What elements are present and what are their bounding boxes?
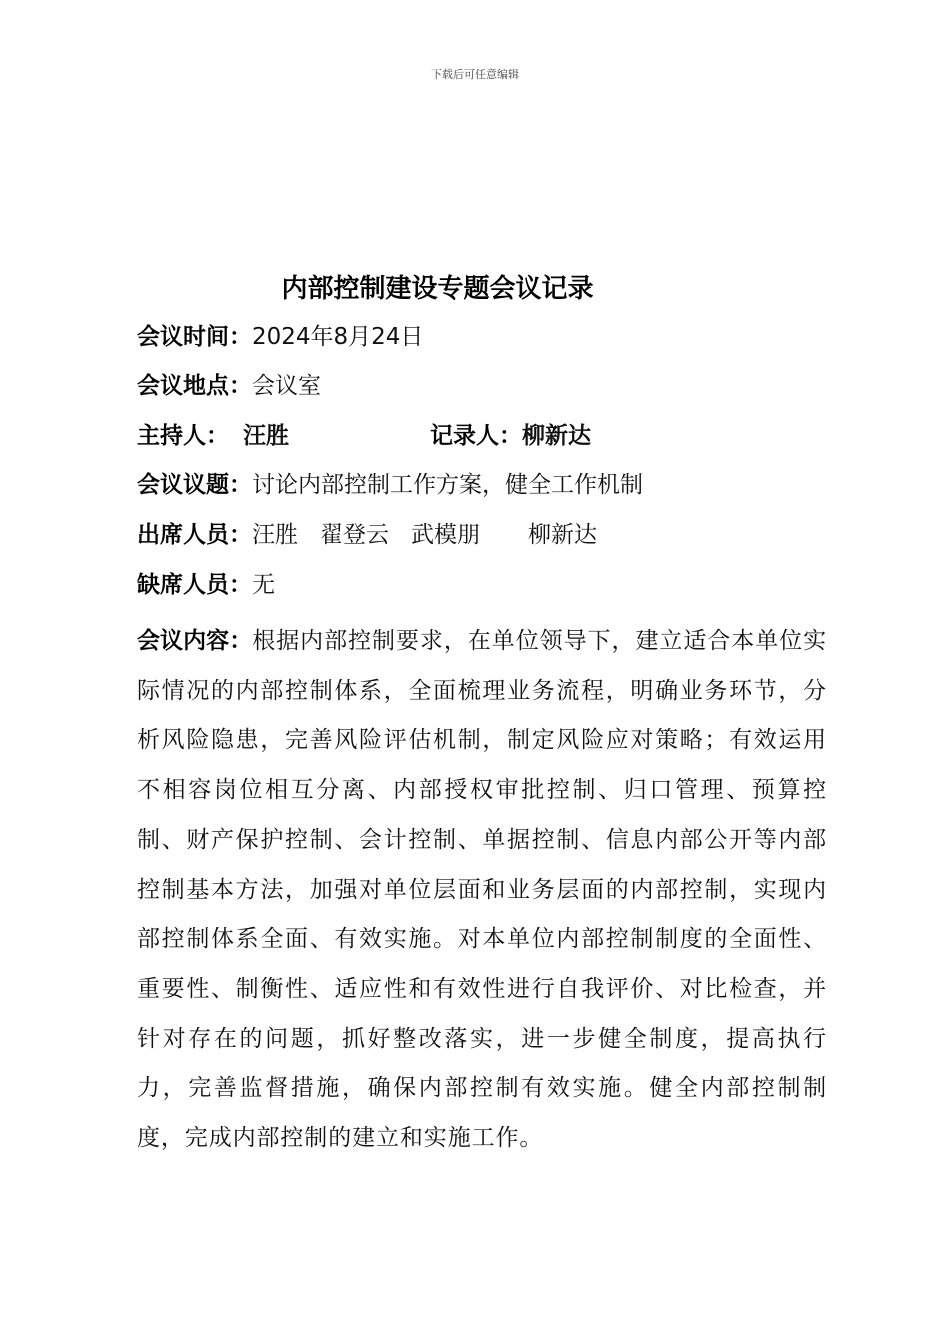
attendee-name: 汪胜 [252,522,298,548]
recorder-value: 柳新达 [522,423,591,449]
attendees-label: 出席人员： [137,522,252,548]
meeting-place-label: 会议地点： [137,373,252,399]
absentees-row [137,570,275,600]
content-text: 根据内部控制要求，在单位领导下，建立适合本单位实际情况的内部控制体系，全面梳理业务流程，明确业务环节，分析风险隐患，完善风险评估机制，制定风险应对策略；有效运用不相容岗位相互分离、内部授权审批控制、归口管理、预算控制、财产保护控制、会计控制、单据控制、信息内部公开等内部控制基本方法，加强对单位层面和业务层面的内部控制，实现内部控制体系全面、有效实施。对本单位内部控制制度的全面性、重要性、制衡性、适应性和有效性进行自我评价、对比检查，并针对存在的问题，抓好整改落实，进一步健全制度，提高执行力，完善监督措施，确保内部控制有效实施。健全内部控制制度，完成内部控制的建立和实施工作。 [137,628,827,1152]
meeting-time-value: 2024年8月24日 [252,324,424,350]
host-label: 主持人： [137,423,229,449]
content-label: 会议内容： [137,628,253,654]
recorder-row [430,421,591,451]
recorder-label: 记录人： [430,423,522,449]
host-row [137,421,289,451]
host-value: 汪胜 [243,423,289,449]
absentees-value: 无 [252,572,275,598]
attendee-name: 柳新达 [528,522,597,548]
page-title: 内部控制建设专题会议记录 [281,274,594,304]
attendee-name: 翟登云 [320,522,389,548]
topic-value: 讨论内部控制工作方案，健全工作机制 [252,472,643,498]
attendees-row [137,520,597,550]
attendee-name: 武模朋 [411,522,480,548]
meeting-place-value: 会议室 [252,373,321,399]
absentees-label: 缺席人员： [137,572,252,598]
meeting-time-row [137,322,423,352]
topic-label: 会议议题： [137,472,252,498]
header-note: 下载后可任意编辑 [431,68,519,81]
topic-row [137,470,643,500]
meeting-place-row [137,371,321,401]
meeting-content [137,617,827,1164]
meeting-time-label: 会议时间： [137,324,252,350]
